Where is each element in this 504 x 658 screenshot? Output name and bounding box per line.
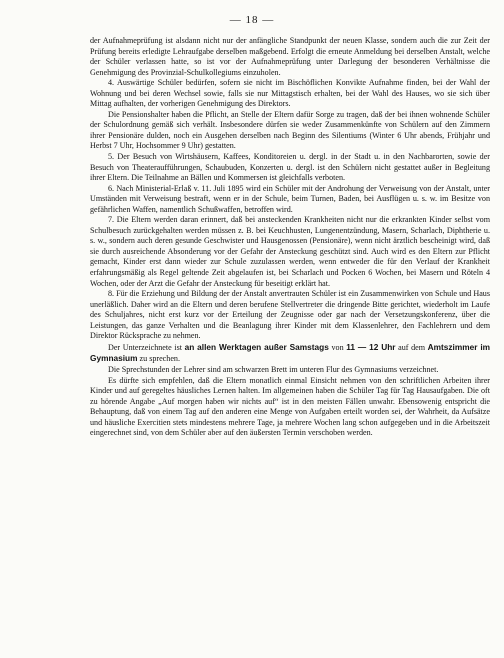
office-hours-lead: Der Unterzeichnete ist <box>108 342 182 352</box>
paragraph-4-external-students: 4. Auswärtige Schüler bedürfen, sofern sie nicht im Bischöflichen Konvikte Aufnahme finden, bei der Wahl der Wohnung und bei deren Wechsel sowie, falls sie nur Mittagstisch erhalten, bei der Wahl des Hauses, wo sie sich über Mittag aufhalten, der vorherigen Genehmigung des Direktors. <box>90 78 490 109</box>
office-hours-line2-end: zu sprechen. <box>139 354 180 364</box>
body-text <box>90 36 490 439</box>
office-hours-mid: von <box>331 342 344 352</box>
paragraph-teacher-office-hours: Die Sprechstunden der Lehrer sind am schwarzen Brett im unteren Flur des Gymnasiums verzeichnet. <box>108 364 439 374</box>
paragraph-5-taverns: 5. Der Besuch von Wirtshäusern, Kaffees, Konditoreien u. dergl. in der Stadt u. in den Nachbarorten, sowie der Besuch von Theateraufführungen, Schaubuden, Konzerten u. dergl. ist den Schülern nicht gestattet außer in Begleitung ihrer Eltern. Die Teilnahme an Bällen und Kommersen ist gleichfalls verboten. <box>90 152 490 183</box>
paragraph-6-weapons: 6. Nach Ministerial-Erlaß v. 11. Juli 1895 wird ein Schüler mit der Androhung der Verweisung von der Anstalt, unter Umständen mit Verweisung bestraft, wenn er in der Schule, beim Turnen, Baden, bei Ausflügen u. s. w. im Besitze von gefährlichen Waffen, namentlich Schußwaffen, betroffen wird. <box>90 183 490 214</box>
paragraph-homework-advice: Es dürfte sich empfehlen, daß die Eltern monatlich einmal Einsicht nehmen von den schriftlichen Arbeiten ihrer Kinder und auf geregeltes häusliches Lernen halten. Im allgemeinen haben die Schüler Tag für Tag Hausaufgaben. Die oft zu hörende Angabe „Auf morgen haben wir nichts auf“ ist in den meisten Fällen unwahr. Ebensowenig entspricht die Behauptung, daß von einem Tag auf den anderen eine Menge von Aufgaben erteilt worden sei, der Wahrheit, da Aufsätze und häusliche Exercitien stets mindestens mehrere Tage, ja mehrere Wochen lang schon aufgegeben und in die Arbeitszeit eingerechnet sind, von dem Schüler aber auf den äußersten Termin verschoben werden. <box>90 375 490 438</box>
office-hours-time: 11 — 12 Uhr <box>346 341 396 352</box>
paragraph-8-school-and-home: 8. Für die Erziehung und Bildung der der Anstalt anvertrauten Schüler ist ein Zusammenwirken von Schule und Haus unerläßlich. Daher wird an die Eltern und deren berufene Stellvertreter die dringende Bitte gerichtet, wiederholt im Laufe des Schuljahres, nicht erst kurz vor der Erteilung der Zeugnisse oder gar nach der Versetzungskonferenz, über die Leistungen, das ganze Verhalten und die Beanlagung ihrer Kinder mit dem Klassenlehrer, den Fachlehrern und dem Direktor Rücksprache zu nehmen. <box>90 289 490 341</box>
paragraph-7-contagious-diseases: 7. Die Eltern werden daran erinnert, daß bei ansteckenden Krankheiten nicht nur die erkrankten Kinder selbst vom Schulbesuch zurückgehalten werden müssen z. B. bei Keuchhusten, Lungenentzündung, Masern, Scharlach, Diphtherie u. s. w., sondern auch deren gesunde Geschwister und Hausgenossen (Pensionäre), wenn nicht ärztlich bescheinigt wird, daß sie durch ausreichende Absonderung vor der Gefahr der Ansteckung geschützt sind. Auch wird es den Eltern zur Pflicht gemacht, Kinder erst dann wieder zur Schule zuzulassen werden, wenn entweder die für den Verlauf der Krankheit erfahrungsmäßig als Regel geltende Zeit abgelaufen ist, bei Scharlach und Pocken 6 Wochen, bei Masern und Röteln 4 Wochen, oder der Arzt die Gefahr der Ansteckung für beseitigt erklärt hat. <box>90 215 490 288</box>
office-hours-line2-start: auf dem <box>398 342 426 352</box>
office-hours-days: an allen Werktagen außer Samstags <box>184 341 329 352</box>
page-number: — 18 — <box>229 14 275 26</box>
paragraph-office-hours <box>90 342 490 365</box>
paragraph-boarding-hosts: Die Pensionshalter haben die Pflicht, an Stelle der Eltern dafür Sorge zu tragen, daß der bei ihnen wohnende Schüler der Schulordnung gemäß sich verhält. Insbesondere dürfen sie weder Zusammenkünfte von Schülern auf den Zimmern ihrer Pensionäre dulden, noch ein Ausgehen derselben nach Beginn des Silentiums (Winter 6 Uhr abends, Frühjahr und Herbst 7 Uhr, Hochsommer 9 Uhr) gestatten. <box>90 109 490 151</box>
paragraph-admission-continued: der Aufnahmeprüfung ist alsdann nicht nur der anfängliche Standpunkt der neuen Klasse, sondern auch die zur Zeit der Prüfung bereits erledigte Lehraufgabe derselben maßgebend. Erfolgt die erneute Anmeldung bei derselben Anstalt, welche der Schüler verlassen hatte, so ist vor der Aufnahmeprüfung unter Darlegung der besonderen Verhältnisse die Genehmigung des Provinzial-Schulkollegiums einzuholen. <box>90 36 490 77</box>
office-hours-location: Amtszimmer im Gymnasium <box>90 341 491 364</box>
